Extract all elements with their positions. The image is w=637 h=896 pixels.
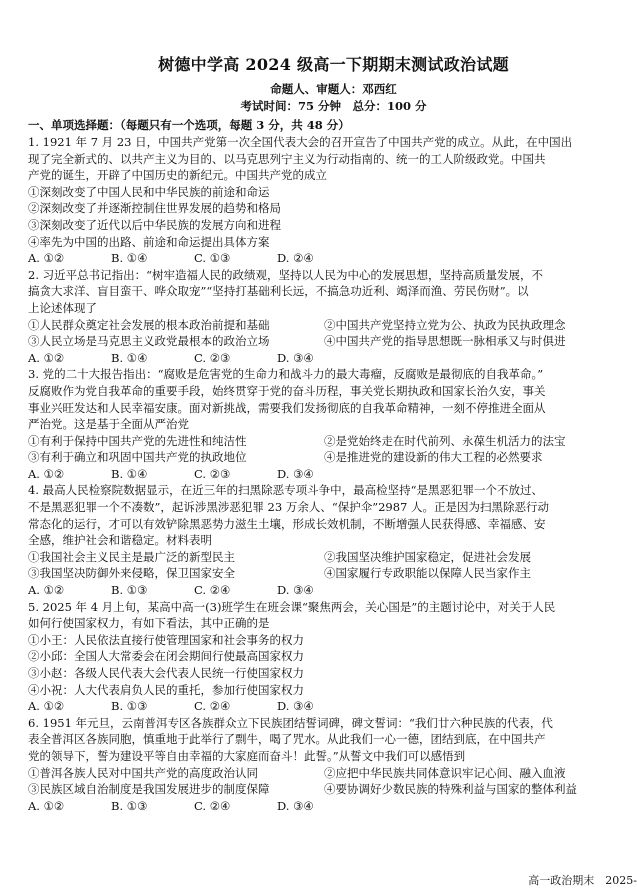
option-2: ②我国坚决维护国家稳定，促进社会发展	[324, 549, 531, 564]
answer-d: D. ③④	[277, 466, 314, 481]
answer-choices	[28, 798, 621, 815]
answer-d: D. ③④	[277, 798, 314, 813]
answer-a: A. ①②	[28, 466, 65, 481]
answer-a: A. ①②	[28, 251, 65, 266]
answer-d: D. ③④	[277, 699, 314, 714]
question-stem-line: 事业兴旺发达和人民幸福安康。面对新挑战，需要我们发扬彻底的自我革命精神，一刻不停推进全面从	[28, 400, 546, 415]
answer-d: D. ③④	[277, 350, 314, 365]
answer-c: C. ②④	[194, 583, 231, 598]
option-1: ①人民群众奠定社会发展的根本政治前提和基础	[28, 317, 270, 332]
question-stem-line: 6. 1951 年元旦，云南普洱专区各族群众立下民族团结誓词碑，碑文誓词：“我们廿六种民族的代表，代	[28, 715, 553, 730]
option-4: ④小祝：人大代表肩负人民的重托，参加行使国家权力	[28, 682, 304, 697]
answer-c: C. ②④	[194, 798, 231, 813]
option-row	[28, 433, 621, 450]
answer-b: B. ①④	[111, 350, 148, 365]
option-3: ③人民立场是马克思主义政党最根本的政治立场	[28, 334, 270, 349]
question-1	[28, 134, 621, 267]
question-stem-line: 如何行使国家权力，有如下看法，其中正确的是	[28, 616, 270, 631]
option-row	[28, 317, 621, 334]
answer-c: C. ①③	[194, 251, 231, 266]
option-2: ②应把中华民族共同体意识牢记心间、融入血液	[324, 765, 566, 780]
answer-a: A. ①②	[28, 798, 65, 813]
section-title: 一、单项选择题：（每题只有一个选项，每题 3 分，共 48 分）	[28, 118, 350, 132]
option-4: ④中国共产党的指导思想既一脉相承又与时俱进	[324, 334, 566, 349]
question-stem-line: 2. 习近平总书记指出：“树牢造福人民的政绩观，坚持以人民为中心的发展思想，坚持高质量发展，不	[28, 267, 544, 282]
question-stem-line: 上论述体现了	[28, 300, 97, 315]
question-stem-line: 现了完全新式的、以共产主义为目的、以马克思列宁主义为行动指南的、统一的工人阶级政党。中国共	[28, 151, 546, 166]
question-stem-line: 4. 最高人民检察院数据显示，在近三年的扫黑除恶专项斗争中，最高检坚持“是黑恶犯罪一个不放过、	[28, 483, 544, 498]
option-3: ③小赵：各级人民代表大会代表人民统一行使国家权力	[28, 666, 304, 680]
option-1: ①我国社会主义民主是最广泛的新型民主	[28, 549, 235, 564]
answer-a: A. ①②	[28, 350, 65, 365]
question-stem-line: 严治党。这是基于全面从严治党	[28, 417, 189, 432]
question-stem-line: 5. 2025 年 4 月上旬，某高中高一(3)班学生在班会课“聚焦两会，关心国是”的主题讨论中，对关于人民	[28, 599, 556, 614]
answer-b: B. ①③	[111, 699, 148, 714]
question-stem-line: 产党的诞生，开辟了中国历史的新纪元。中国共产党的成立	[28, 168, 327, 183]
option-1: ①普洱各族人民对中国共产党的高度政治认同	[28, 765, 258, 780]
page-title: 树德中学高 2024 级高一下期期末测试政治试题	[158, 55, 509, 74]
option-3: ③深刻改变了近代以后中华民族的发展方向和进程	[28, 217, 281, 232]
option-row	[28, 449, 621, 466]
question-6	[28, 715, 621, 815]
answer-c: C. ②③	[194, 350, 231, 365]
option-1: ①小王：人民依法直接行使管理国家和社会事务的权力	[28, 632, 304, 647]
answer-a: A. ①②	[28, 699, 65, 714]
option-1: ①有利于保持中国共产党的先进性和纯洁性	[28, 433, 247, 448]
option-2: ②是党始终走在时代前列、永葆生机活力的法宝	[324, 433, 566, 448]
answer-choices	[28, 350, 621, 367]
question-stem-line: 反腐败作为党自我革命的重要手段，始终贯穿于党的奋斗历程，事关党长期执政和国家长治久安，事关	[28, 383, 546, 398]
page-footer: 高一政治期末 2025-	[528, 874, 637, 887]
option-row	[28, 781, 621, 798]
option-3: ③有利于确立和巩固中国共产党的执政地位	[28, 450, 247, 465]
question-3	[28, 366, 621, 482]
answer-choices	[28, 698, 621, 715]
answer-choices	[28, 582, 621, 599]
answer-b: B. ①③	[111, 583, 148, 598]
option-3: ③我国坚决防御外来侵略，保卫国家安全	[28, 566, 235, 581]
answer-d: D. ②④	[277, 251, 314, 266]
answer-b: B. ①③	[111, 798, 148, 813]
answer-b: B. ①④	[111, 251, 148, 266]
option-row	[28, 565, 621, 582]
option-2: ②深刻改变了并逐渐控制住世界发展的趋势和格局	[28, 201, 281, 216]
option-4: ④是推进党的建设新的伟大工程的必然要求	[324, 450, 543, 465]
question-stem-line: 表全普洱区各族同胞，慎重地于此举行了剽牛，喝了咒水。从此我们一心一德，团结到底，在中国共产	[28, 732, 546, 747]
option-2: ②中国共产党坚持立党为公、执政为民执政理念	[324, 317, 566, 332]
question-stem-line: 搞贪大求洋、盲目蛮干、哗众取宠”“坚持打基础利长远，不搞急功近利、竭泽而渔、劳民伤财”。以	[28, 284, 529, 299]
option-3: ③民族区域自治制度是我国发展进步的制度保障	[28, 782, 270, 797]
option-row	[28, 549, 621, 566]
answer-a: A. ①②	[28, 583, 65, 598]
question-stem-line: 3. 党的二十大报告指出：“腐败是危害党的生命力和战斗力的最大毒瘤，反腐败是最彻底的自我革命。”	[28, 367, 544, 382]
answer-d: D. ③④	[277, 583, 314, 598]
option-4: ④率先为中国的出路、前途和命运提出具体方案	[28, 234, 270, 249]
exam-info-line: 考试时间：75 分钟 总分：100 分	[240, 99, 427, 113]
option-2: ②小邱：全国人大常委会在闭会期间行使最高国家权力	[28, 649, 304, 664]
question-4	[28, 482, 621, 598]
answer-b: B. ①④	[111, 466, 148, 481]
option-row	[28, 333, 621, 350]
question-stem-line: 全感，维护社会和谐稳定。材料表明	[28, 533, 212, 548]
question-stem-line: 不是黑恶犯罪一个不凑数”，起诉涉黑涉恶犯罪 23 万余人、“保护伞”2987 人。正是因为扫黑除恶行动	[28, 500, 549, 515]
option-4: ④国家履行专政职能以保障人民当家作主	[324, 566, 531, 581]
authors-line: 命题人、审题人：邓西红	[270, 82, 397, 96]
answer-choices	[28, 466, 621, 483]
question-stem-line: 常态化的运行，才可以有效铲除黑恶势力滋生土壤，形成长效机制，不断增强人民获得感、幸福感、安	[28, 516, 546, 531]
option-row	[28, 765, 621, 782]
option-4: ④要协调好少数民族的特殊利益与国家的整体利益	[324, 782, 577, 797]
question-2	[28, 267, 621, 367]
question-5	[28, 599, 621, 715]
question-stem-line: 党的领导下，誓为建设平等自由幸福的大家庭而奋斗！此誓。”从誓文中我们可以感悟到	[28, 748, 466, 763]
option-1: ①深刻改变了中国人民和中华民族的前途和命运	[28, 184, 270, 199]
answer-c: C. ②④	[194, 699, 231, 714]
answer-choices	[28, 250, 621, 267]
question-stem-line: 1. 1921 年 7 月 23 日，中国共产党第一次全国代表大会的召开宣告了中国共产党的成立。从此，在中国出	[28, 135, 573, 149]
answer-c: C. ②③	[194, 466, 231, 481]
